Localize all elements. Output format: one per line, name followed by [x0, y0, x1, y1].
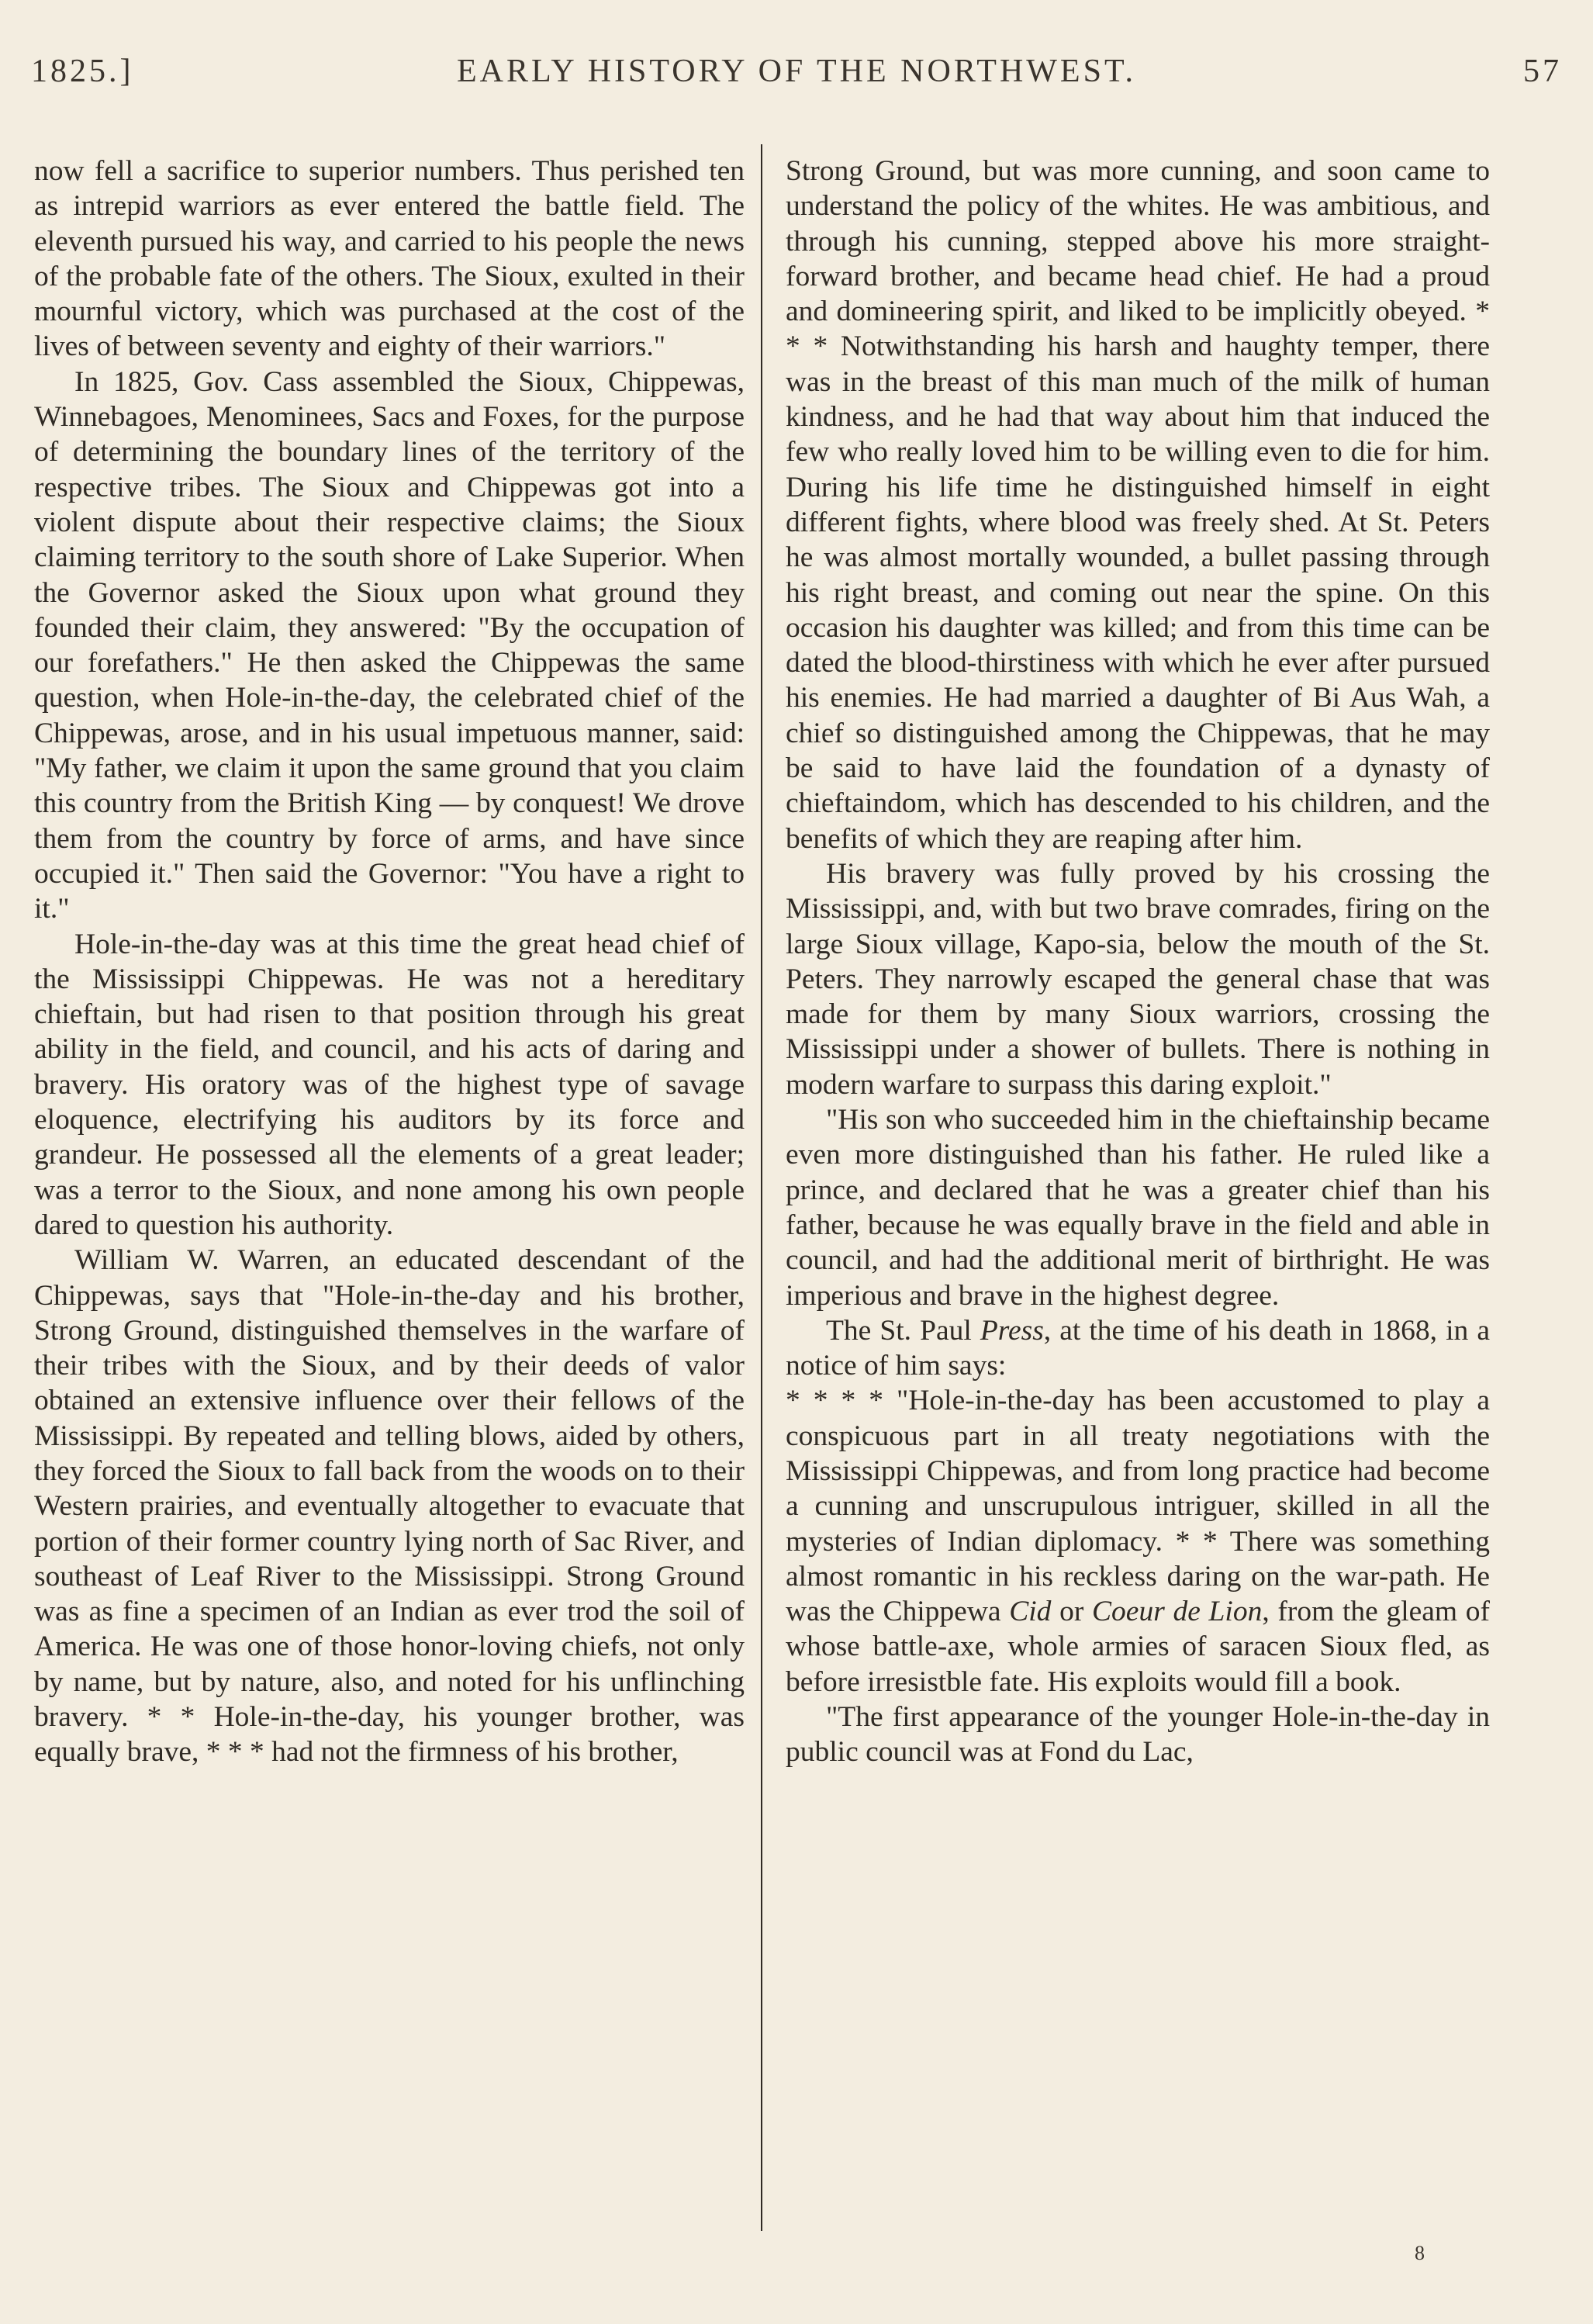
- paragraph: In 1825, Gov. Cass assembled the Sioux, Chippewas, Winnebagoes, Menominees, Sacs and Foxes, for the purpose of determining the boundary lines of the territory of the respective tribes. The Sioux and Chippewas got into a violent dispute about their respective claims; the Sioux claiming territory to the south shore of Lake Superior. When the Governor asked the Sioux upon what ground they founded their claim, they answered: "By the occupation of our forefathers." He then asked the Chippewas the same question, when Hole-in-the-day, the celebrated chief of the Chippewas, arose, and in his usual impetuous manner, said: "My father, we claim it upon the same ground that you claim this country from the British King — by conquest! We drove them from the country by force of arms, and have since occupied it." Then said the Governor: "You have a right to it.": [34, 365, 745, 925]
- press-title: Press: [980, 1314, 1044, 1347]
- paragraph: now fell a sacrifice to superior numbers. Thus perished ten as intrepid warriors as ever entered the battle field. The eleventh pursued his way, and carried to his people the news of the probable fate of the others. The Sioux, exulted in their mournful victory, which was purchased at the cost of the lives of between seventy and eighty of their warriors.": [34, 155, 745, 363]
- press-text-after: , at the time of his death in 1868, in a notice of him says:: [786, 1314, 1490, 1382]
- paragraph: William W. Warren, an educated descendant of the Chippewas, says that "Hole-in-the-day and his brother, Strong Ground, distinguished themselves in the warfare of their tribes with the Sioux, and by their deeds of valor obtained an extensive influence over their fellows of the Mississippi. By repeated and telling blows, aided by others, they forced the Sioux to fall back from the woods on to their Western prairies, and eventually altogether to evacuate that portion of their former country lying north of Sac River, and southeast of Leaf River to the Mississippi. Strong Ground was as fine a specimen of an Indian as ever trod the soil of America. He was one of those honor-loving chiefs, not only by name, but by nature, also, and noted for his unflinching bravery. * * Hole-in-the-day, his younger brother, was equally brave, * * * had not the firmness of his brother,: [34, 1244, 745, 1769]
- paragraph: "The first appearance of the younger Hole-in-the-day in public council was at Fond du Lac,: [786, 1701, 1490, 1769]
- quote-text: * * * * "Hole-in-the-day has been accustomed to play a conspicuous part in all treaty negotiations with the Mississippi Chippewas, and from long practice had become a cunning and unscrupulous intriguer, skilled in all the mysteries of Indian diplomacy. * * There was something almost romantic in his reckless daring on the war-path. He was the Chippewa: [786, 1385, 1490, 1628]
- quote-text: or: [1051, 1596, 1093, 1628]
- header-year: 1825.]: [31, 54, 134, 89]
- quote-italic-coeur: Coeur de Lion: [1092, 1596, 1263, 1628]
- signature-mark: 8: [1415, 2242, 1425, 2264]
- left-column: [34, 154, 745, 1770]
- quote-paragraph: [786, 1383, 1490, 1700]
- right-column: [786, 154, 1490, 1770]
- page-number: 57: [1523, 54, 1562, 89]
- paragraph: Strong Ground, but was more cunning, and soon came to understand the policy of the whites. He was ambitious, and through his cunning, stepped above his more straight-forward brother, and became head chief. He had a proud and domineering spirit, and liked to be implicitly obeyed. * * * Notwithstanding his harsh and haughty temper, there was in the breast of this man much of the milk of human kindness, and he had that way about him that induced the few who really loved him to be willing even to die for him. During his life time he distinguished himself in eight different fights, where blood was freely shed. At St. Peters he was almost mortally wounded, a bullet passing through his right breast, and coming out near the spine. On this occasion his daughter was killed; and from this time can be dated the blood-thirstiness with which he ever after pursued his enemies. He had married a daughter of Bi Aus Wah, a chief so distinguished among the Chippewas, that he may be said to have laid the foundation of a dynasty of chieftaindom, which has descended to his children, and the benefits of which they are reaping after him.: [786, 155, 1490, 855]
- quote-italic-cid: Cid: [1009, 1596, 1052, 1628]
- paragraph: "His son who succeeded him in the chieftainship became even more distinguished than his father. He ruled like a prince, and declared that he was a greater chief than his father, because he was equally brave in the field and able in council, and had the additional merit of birthright. He was imperious and brave in the highest degree.: [786, 1104, 1490, 1312]
- paragraph: Hole-in-the-day was at this time the great head chief of the Mississippi Chippewas. He was not a hereditary chieftain, but had risen to that position through his great ability in the field, and council, and his acts of daring and bravery. His oratory was of the highest type of savage eloquence, electrifying his auditors by its force and grandeur. He possessed all the elements of a great leader; was a terror to the Sioux, and none among his own people dared to question his authority.: [34, 928, 745, 1241]
- quote-text: , from the gleam of whose battle-axe, whole armies of saracen Sioux fled, as before irresistble fate. His exploits would fill a book.: [786, 1596, 1491, 1698]
- column-divider: [761, 144, 762, 2231]
- header-title: EARLY HISTORY OF THE NORTHWEST.: [456, 54, 1136, 89]
- press-text-before: The St. Paul: [826, 1314, 980, 1347]
- press-paragraph: [786, 1313, 1490, 1384]
- running-header: [31, 53, 1562, 99]
- paragraph: His bravery was fully proved by his crossing the Mississippi, and, with but two brave comrades, firing on the large Sioux village, Kapo-sia, below the mouth of the St. Peters. They narrowly escaped the general chase that was made for them by many Sioux warriors, crossing the Mississippi under a shower of bullets. There is nothing in modern warfare to surpass this daring exploit.": [786, 857, 1490, 1101]
